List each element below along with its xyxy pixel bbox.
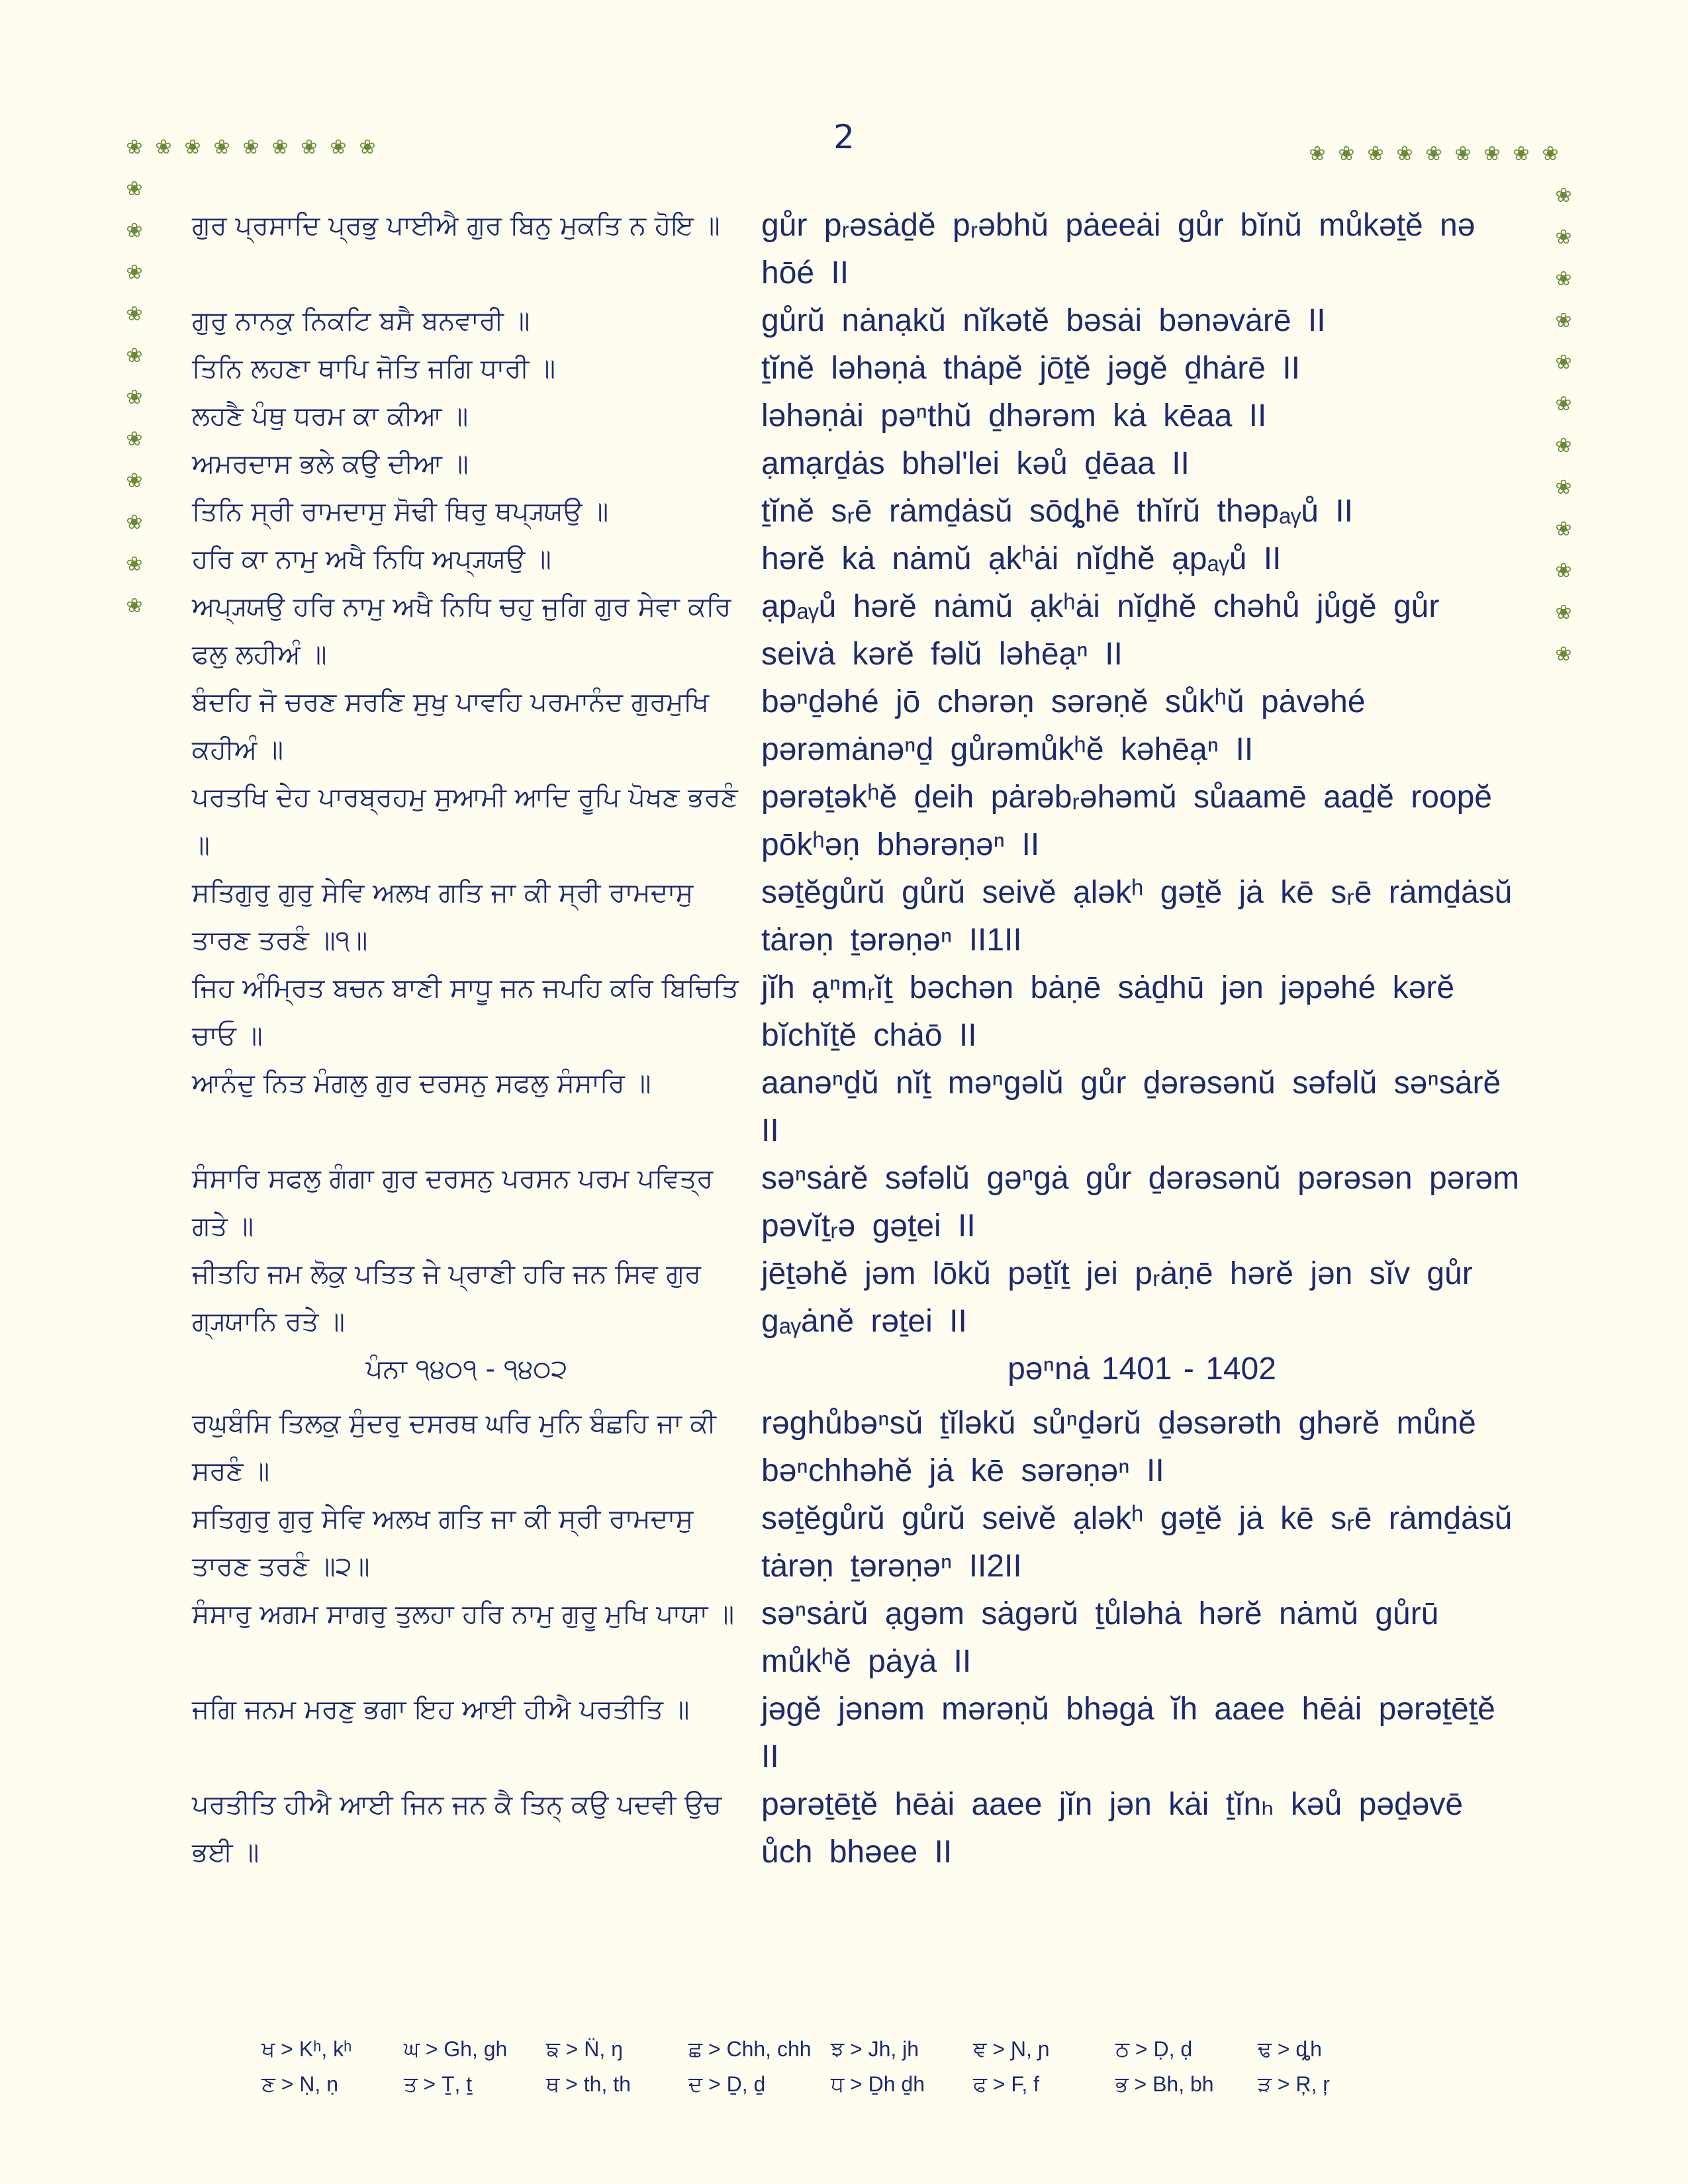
flower-icon: ❀ xyxy=(1555,434,1572,457)
transliteration-text: gůrŭ nȧnạkŭ nĭkətĕ bəsȧi bənəvȧrē II xyxy=(761,303,1326,338)
transliteration-text: səⁿsȧrĕ səfəlŭ gəⁿgȧ gůr ḏərəsənŭ pərəsən pərəm pəvĭṯᵣə gəṯei II xyxy=(761,1161,1520,1244)
flower-icon: ❀ xyxy=(1555,392,1572,416)
legend-entry: ਤ > Ṯ, ṯ xyxy=(404,2072,473,2096)
verse-row xyxy=(192,583,1523,678)
flower-icon: ❀ xyxy=(126,261,143,284)
flower-icon: ❀ xyxy=(126,553,143,576)
flower-icon: ❀ xyxy=(126,469,143,492)
gurmukhi-text: ਪਰਤੀਤਿ ਹੀਐ ਆਈ ਜਿਨ ਜਨ ਕੈ ਤਿਨ੍ ਕਉ ਪਦਵੀ ਉਚ ਭਈ ॥ xyxy=(192,1790,722,1868)
flower-icon: ❀ xyxy=(126,136,143,159)
legend-entry: ਘ > Gh, gh xyxy=(404,2037,508,2061)
flower-icon: ❀ xyxy=(184,136,201,159)
flower-icon: ❀ xyxy=(1555,267,1572,291)
legend-entry: ਠ > Ḍ, ḍ xyxy=(1115,2037,1193,2061)
flower-icon: ❀ xyxy=(301,136,318,159)
flower-icon: ❀ xyxy=(330,136,347,159)
pana-gurmukhi: ਪੰਨਾ ੧੪੦੧ - ੧੪੦੨ xyxy=(365,1354,568,1385)
flower-icon: ❀ xyxy=(126,511,143,534)
transliteration-text: səṯĕgůrŭ gůrŭ seivĕ ạləkʰ gəṯĕ jȧ kē sᵣē rȧmḏȧsŭ tȧrəṇ ṯərəṇəⁿ II2II xyxy=(761,1501,1513,1584)
flower-icon: ❀ xyxy=(1555,643,1572,666)
gurmukhi-text: ਹਰਿ ਕਾ ਨਾਮੁ ਅਖੈ ਨਿਧਿ ਅਪ੍ਯ੍ਯਉ ॥ xyxy=(192,544,551,574)
flower-icon: ❀ xyxy=(1454,142,1472,165)
verse-row xyxy=(192,1686,1523,1781)
gurmukhi-text: ਲਹਣੈ ਪੰਥੁ ਧਰਮ ਕਾ ਕੀਆ ॥ xyxy=(192,401,469,432)
flower-icon: ❀ xyxy=(359,136,376,159)
verse-row xyxy=(192,345,1523,392)
pana-translit: pəⁿnȧ 1401 - 1402 xyxy=(1008,1351,1276,1387)
flower-icon: ❀ xyxy=(1425,142,1442,165)
gurmukhi-text: ਅਪ੍ਯ੍ਯਉ ਹਰਿ ਨਾਮੁ ਅਖੈ ਨਿਧਿ ਚਹੁ ਜੁਗਿ ਗੁਰ ਸੇਵਾ ਕਰਿ ਫਲੁ ਲਹੀਅੰ ॥ xyxy=(192,592,731,670)
gurmukhi-text: ਰਘੁਬੰਸਿ ਤਿਲਕੁ ਸੁੰਦਰੁ ਦਸਰਥ ਘਰਿ ਮੁਨਿ ਬੰਛਹਿ ਜਾ ਕੀ ਸਰਣੰ ॥ xyxy=(192,1408,716,1486)
legend-entry: ਥ > th, th xyxy=(546,2072,631,2096)
flower-icon: ❀ xyxy=(126,302,143,326)
flower-icon: ❀ xyxy=(1555,601,1572,624)
flower-icon: ❀ xyxy=(1555,184,1572,207)
transliteration-text: gůr pᵣəsȧḏĕ pᵣəbhŭ pȧeeȧi gůr bĭnŭ můkəṯĕ nə hōé II xyxy=(761,208,1476,291)
gurmukhi-text: ਸੰਸਾਰਿ ਸਫਲੁ ਗੰਗਾ ਗੁਰ ਦਰਸਨੁ ਪਰਸਨ ਪਰਮ ਪਵਿਤ੍ਰ ਗਤੇ ॥ xyxy=(192,1163,714,1242)
page-number: 2 xyxy=(833,118,855,156)
transliteration-text: hərĕ kȧ nȧmŭ ạkʰȧi nĭḏhĕ ạpₐᵧů II xyxy=(761,541,1282,576)
flower-icon: ❀ xyxy=(271,136,289,159)
flower-icon: ❀ xyxy=(1396,142,1413,165)
verse-row xyxy=(192,488,1523,535)
verse-row xyxy=(192,202,1523,297)
flower-icon: ❀ xyxy=(1338,142,1355,165)
verse-table xyxy=(192,202,1523,1876)
transliteration-text: jəgĕ jənəm mərəṇŭ bhəgȧ ĭh aaee hēȧi pərəṯēṯĕ II xyxy=(761,1692,1495,1774)
verse-row xyxy=(192,535,1523,583)
flower-icon: ❀ xyxy=(126,428,143,451)
verse-row xyxy=(192,1495,1523,1590)
verse-row xyxy=(192,678,1523,774)
legend-entry: ਖ > Kʰ, kʰ xyxy=(261,2037,352,2061)
verse-row xyxy=(192,1155,1523,1250)
flower-icon: ❀ xyxy=(1555,518,1572,541)
verse-row xyxy=(192,1250,1523,1345)
verse-row xyxy=(192,1400,1523,1495)
gurmukhi-text: ਜੀਤਹਿ ਜਮ ਲੋਕੁ ਪਤਿਤ ਜੇ ਪ੍ਰਾਣੀ ਹਰਿ ਜਨ ਸਿਵ ਗੁਰ ਗ੍ਯ੍ਯਾਨਿ ਰਤੇ ॥ xyxy=(192,1259,702,1337)
gurmukhi-text: ਜਗਿ ਜਨਮ ਮਰਣੁ ਭਗਾ ਇਹ ਆਈ ਹੀਐ ਪਰਤੀਤਿ ॥ xyxy=(192,1694,690,1725)
gurmukhi-text: ਗੁਰੁ ਨਾਨਕੁ ਨਿਕਟਿ ਬਸੈ ਬਨਵਾਰੀ ॥ xyxy=(192,306,530,336)
transliteration-text: rəghůbəⁿsŭ ṯĭləkŭ sůⁿḏərŭ ḏəsərəth ghərĕ můnĕ bəⁿchhəhĕ jȧ kē sərəṇəⁿ II xyxy=(761,1406,1476,1488)
flower-icon: ❀ xyxy=(1555,559,1572,582)
transliteration-text: səṯĕgůrŭ gůrŭ seivĕ ạləkʰ gəṯĕ jȧ kē sᵣē rȧmḏȧsŭ tȧrəṇ ṯərəṇəⁿ II1II xyxy=(761,875,1513,958)
legend-entry: ਞ > Ɲ, ɲ xyxy=(973,2037,1050,2061)
flower-icon: ❀ xyxy=(1483,142,1501,165)
gurmukhi-text: ਗੁਰ ਪ੍ਰਸਾਦਿ ਪ੍ਰਭੁ ਪਾਈਐ ਗੁਰ ਬਿਨੁ ਮੁਕਤਿ ਨ ਹੋਇ ॥ xyxy=(192,210,720,241)
flower-icon: ❀ xyxy=(126,594,143,617)
legend-entry: ੜ > Ŗ, ŗ xyxy=(1258,2072,1330,2096)
legend-entry: ਫ > F, f xyxy=(973,2072,1040,2096)
transliteration-text: pərəṯēṯĕ hēȧi aaee jĭn jən kȧi ṯĭnₕ kəů pəḏəvē ůch bhəee II xyxy=(761,1787,1464,1870)
gurmukhi-text: ਜਿਹ ਅੰਮ੍ਰਿਤ ਬਚਨ ਬਾਣੀ ਸਾਧੂ ਜਨ ਜਪਹਿ ਕਰਿ ਬਿਚਿਤਿ ਚਾਓ ॥ xyxy=(192,973,739,1051)
flower-icon: ❀ xyxy=(1309,142,1326,165)
verse-row xyxy=(192,869,1523,964)
transliteration-text: ṯĭnĕ ləhəṇȧ thȧpĕ jōṯĕ jəgĕ ḏhȧrē II xyxy=(761,351,1300,386)
pana-row xyxy=(192,1345,1523,1393)
verse-row xyxy=(192,1060,1523,1155)
verse-row xyxy=(192,392,1523,440)
legend-row xyxy=(261,2037,1453,2072)
transliteration-text: bəⁿḏəhé jō chərəṇ sərəṇĕ sůkʰŭ pȧvəhé pərəmȧnəⁿḏ gůrəmůkʰĕ kəhēạⁿ II xyxy=(761,684,1366,767)
transliteration-text: aanəⁿḏŭ nĭṯ məⁿgəlŭ gůr ḏərəsənŭ səfəlŭ səⁿsȧrĕ II xyxy=(761,1066,1501,1148)
gurmukhi-text: ਸੰਸਾਰੁ ਅਗਮ ਸਾਗਰੁ ਤੁਲਹਾ ਹਰਿ ਨਾਮੁ ਗੁਰੂ ਮੁਖਿ ਪਾਯਾ ॥ xyxy=(192,1599,735,1629)
verse-row xyxy=(192,1781,1523,1876)
transliteration-text: jēṯəhĕ jəm lōkŭ pəṯĭṯ jei pᵣȧṇē hərĕ jən sĭv gůr gₐᵧȧnĕ rəṯei II xyxy=(761,1256,1473,1339)
legend-entry: ਢ > ȡh xyxy=(1258,2037,1322,2061)
legend-row xyxy=(261,2072,1453,2107)
legend-entry: ਦ > Ḏ, ḏ xyxy=(688,2072,766,2096)
transliteration-text: ạmạrḏȧs bhəl'lei kəů ḏēaa II xyxy=(761,446,1190,481)
legend-entry: ਙ > N̈, ŋ xyxy=(546,2037,623,2061)
gurmukhi-text: ਅਮਰਦਾਸ ਭਲੇ ਕਉ ਦੀਆ ॥ xyxy=(192,449,469,479)
flower-icon: ❀ xyxy=(126,219,143,242)
gurmukhi-text: ਬੰਦਹਿ ਜੋ ਚਰਣ ਸਰਣਿ ਸੁਖੁ ਪਾਵਹਿ ਪਰਮਾਨੰਦ ਗੁਰਮੁਖਿ ਕਹੀਅੰ ॥ xyxy=(192,687,709,765)
transliteration-text: səⁿsȧrŭ ạgəm sȧgərŭ ṯůləhȧ hərĕ nȧmŭ gůrū můkʰĕ pȧyȧ II xyxy=(761,1596,1439,1679)
flower-icon: ❀ xyxy=(126,386,143,409)
gurmukhi-text: ਆਨੰਦੁ ਨਿਤ ਮੰਗਲੁ ਗੁਰ ਦਰਸਨੁ ਸਫਲੁ ਸੰਸਾਰਿ ॥ xyxy=(192,1068,651,1099)
transliteration-text: ləhəṇȧi pəⁿthŭ ḏhərəm kȧ kēaa II xyxy=(761,398,1267,433)
verse-row xyxy=(192,774,1523,869)
flower-icon: ❀ xyxy=(1542,142,1559,165)
gurmukhi-text: ਤਿਨਿ ਸ੍ਰੀ ਰਾਮਦਾਸੁ ਸੋਢੀ ਥਿਰੁ ਥਪ੍ਯ੍ਯਉ ॥ xyxy=(192,496,609,527)
legend-entry: ਣ > Ṇ, ṇ xyxy=(261,2072,338,2096)
verse-row xyxy=(192,1590,1523,1686)
gurmukhi-text: ਪਰਤਖਿ ਦੇਹ ਪਾਰਬ੍ਰਹਮੁ ਸੁਆਮੀ ਆਦਿ ਰੂਪਿ ਪੋਖਣ ਭਰਣੰ ॥ xyxy=(192,782,738,860)
verse-row xyxy=(192,440,1523,488)
flower-icon: ❀ xyxy=(1555,351,1572,374)
flower-icon: ❀ xyxy=(242,136,259,159)
flower-icon: ❀ xyxy=(1513,142,1530,165)
legend-entry: ਝ > Jh, jh xyxy=(831,2037,919,2061)
flower-icon: ❀ xyxy=(155,136,172,159)
legend-entry: ਛ > Chh, chh xyxy=(688,2037,812,2061)
flower-icon: ❀ xyxy=(1555,309,1572,332)
gurmukhi-text: ਸਤਿਗੁਰੁ ਗੁਰੁ ਸੇਵਿ ਅਲਖ ਗਤਿ ਜਾ ਕੀ ਸ੍ਰੀ ਰਾਮਦਾਸੁ ਤਾਰਣ ਤਰਣੰ ॥੨॥ xyxy=(192,1504,694,1582)
gurmukhi-text: ਤਿਨਿ ਲਹਣਾ ਥਾਪਿ ਜੋਤਿ ਜਗਿ ਧਾਰੀ ॥ xyxy=(192,353,556,384)
transliteration-text: jĭh ạⁿmᵣĭṯ bəchən bȧṇē sȧḏhū jən jəpəhé kərĕ bĭchĭṯĕ chȧō II xyxy=(761,970,1455,1053)
transliteration-legend xyxy=(261,2037,1453,2107)
flower-icon: ❀ xyxy=(126,177,143,201)
flower-icon: ❀ xyxy=(1555,226,1572,249)
legend-entry: ਧ > Ḏh ḏh xyxy=(831,2072,925,2096)
gurmukhi-text: ਸਤਿਗੁਰੁ ਗੁਰੁ ਸੇਵਿ ਅਲਖ ਗਤਿ ਜਾ ਕੀ ਸ੍ਰੀ ਰਾਮਦਾਸੁ ਤਾਰਣ ਤਰਣੰ ॥੧॥ xyxy=(192,878,694,956)
legend-entry: ਭ > Bh, bh xyxy=(1115,2072,1214,2096)
flower-icon: ❀ xyxy=(1367,142,1384,165)
flower-icon: ❀ xyxy=(213,136,230,159)
transliteration-text: ạpₐᵧů hərĕ nȧmŭ ạkʰȧi nĭḏhĕ chəhů jůgĕ gůr seivȧ kərĕ fəlŭ ləhēạⁿ II xyxy=(761,589,1440,672)
transliteration-text: ṯĭnĕ sᵣē rȧmḏȧsŭ sōȡhē thĭrŭ thəpₐᵧů II xyxy=(761,494,1353,529)
verse-row xyxy=(192,964,1523,1060)
transliteration-text: pərəṯəkʰĕ ḏeih pȧrəbᵣəhəmŭ sůaamē aaḏĕ roopĕ pōkʰəṇ bhərəṇəⁿ II xyxy=(761,780,1492,862)
flower-icon: ❀ xyxy=(126,344,143,367)
verse-row xyxy=(192,297,1523,345)
flower-icon: ❀ xyxy=(1555,476,1572,499)
